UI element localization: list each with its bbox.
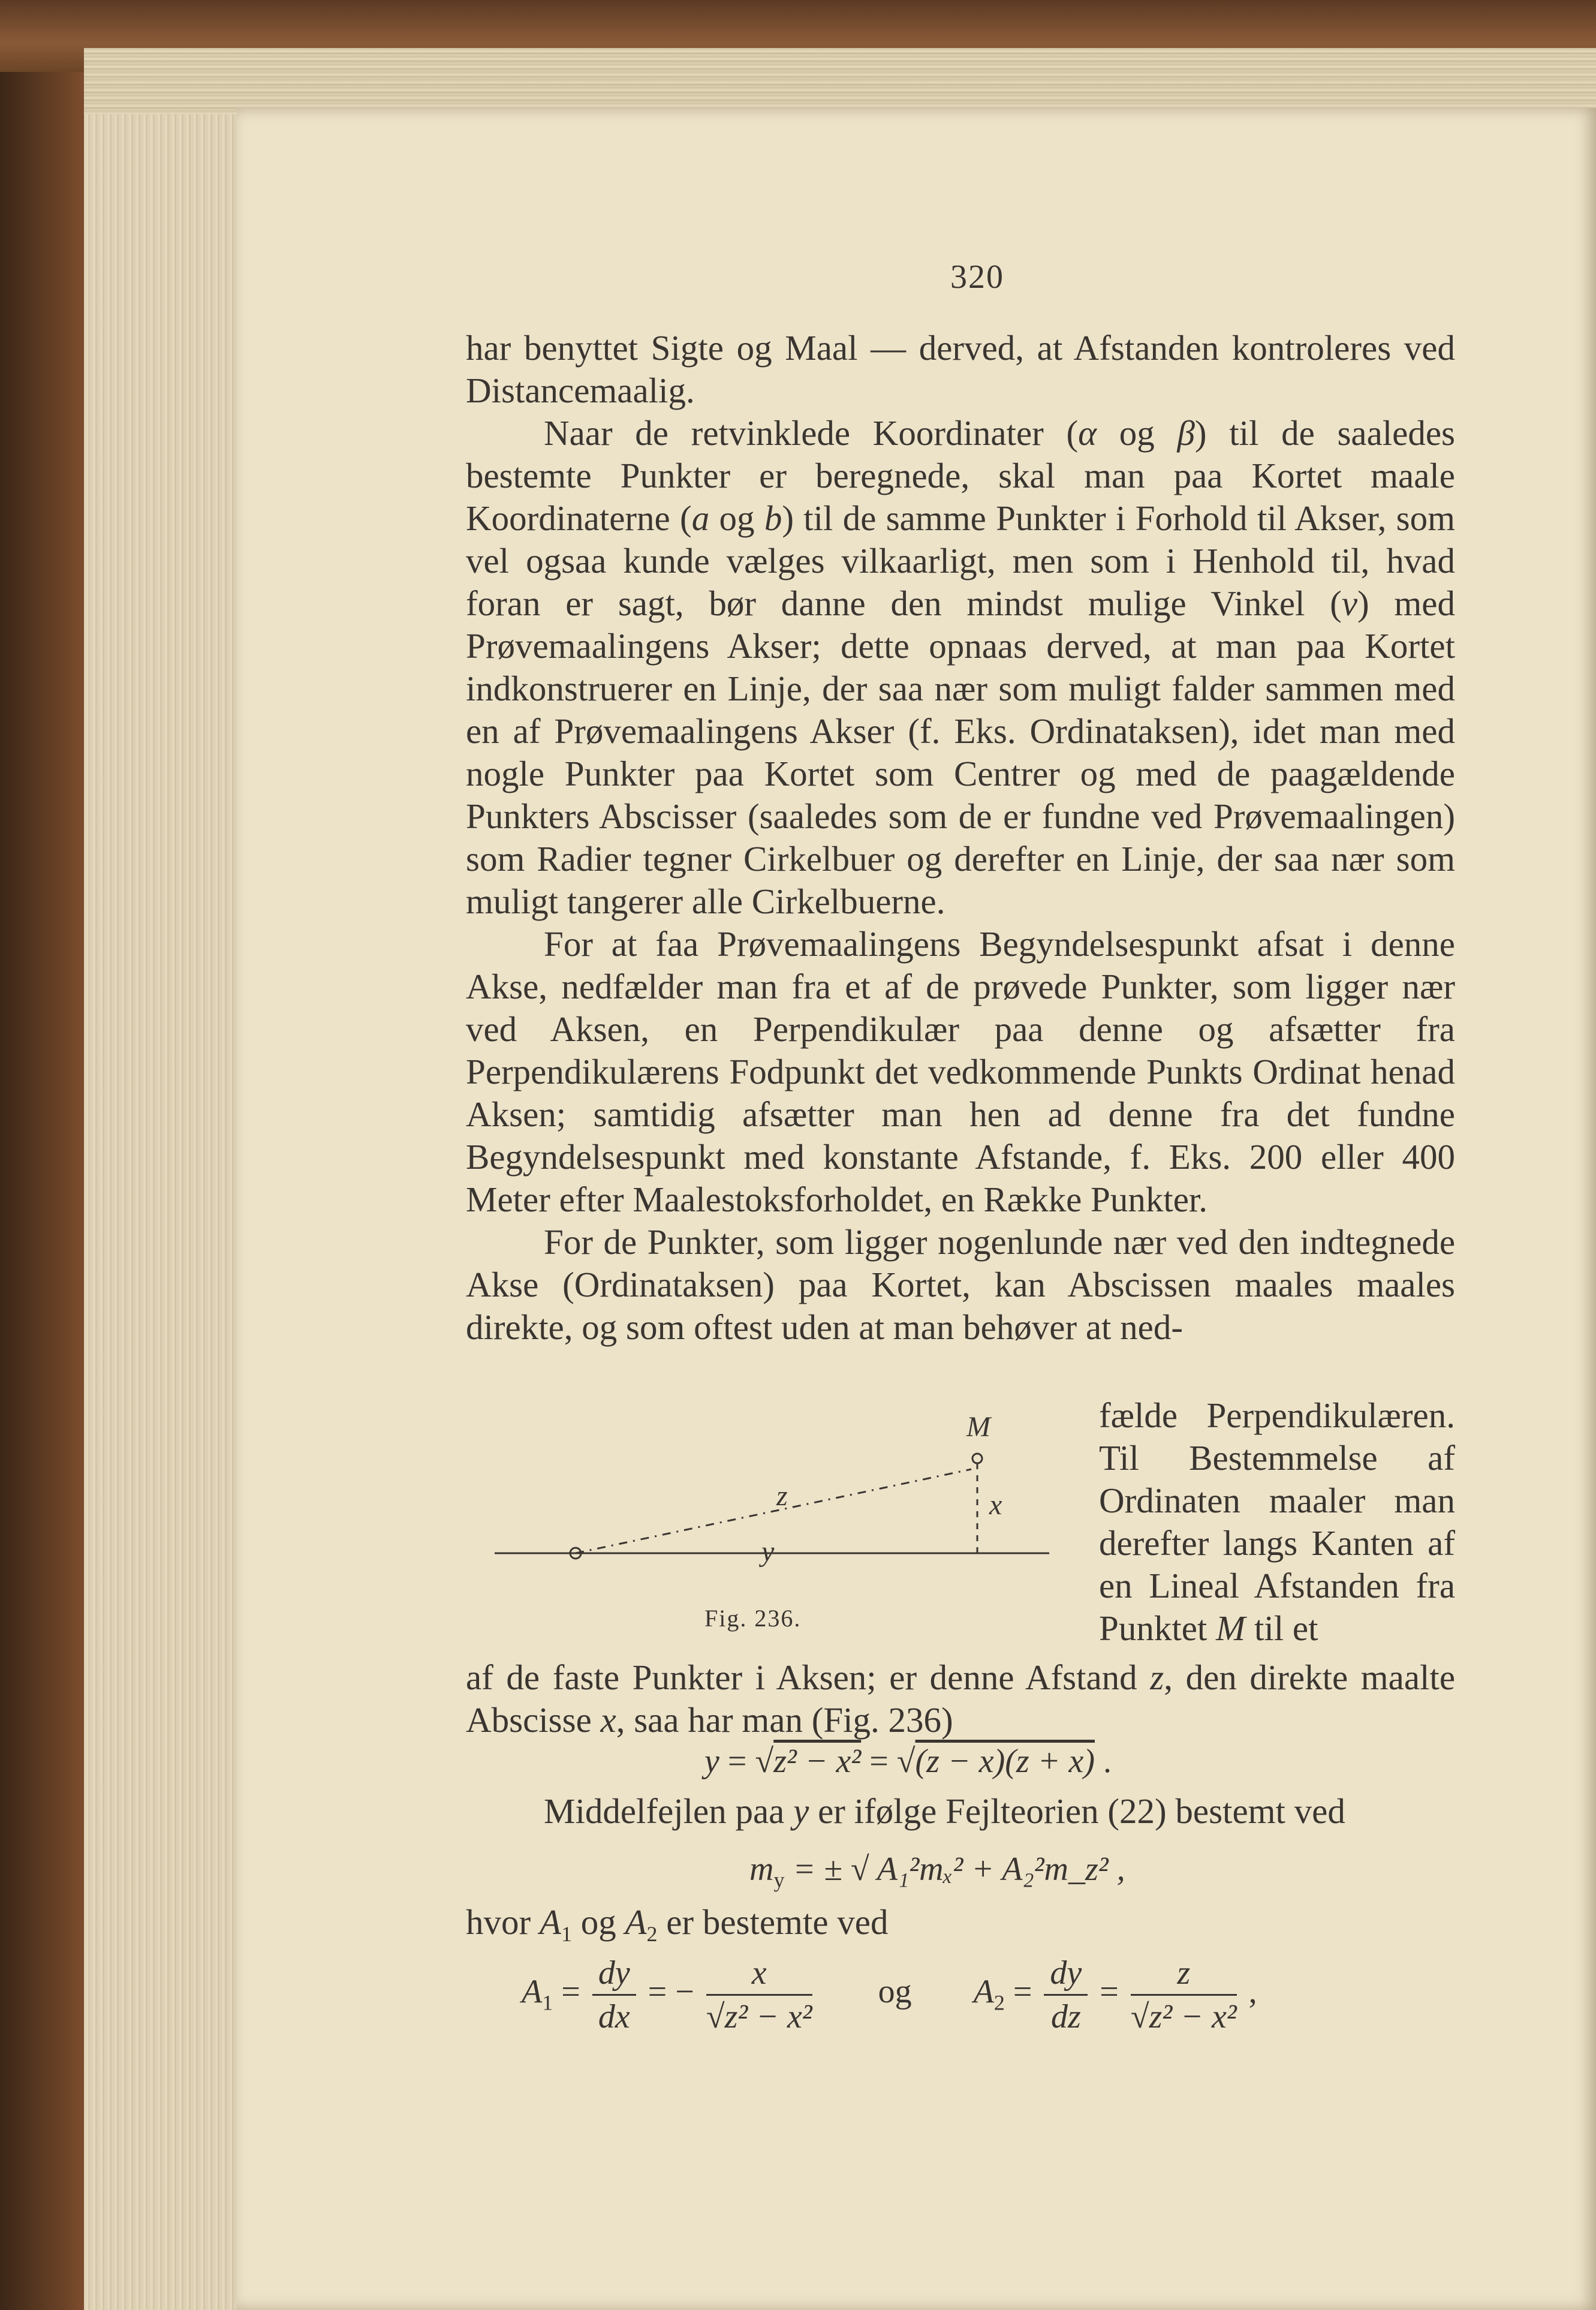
paragraph-3: For at faa Prøvemaalingens Begyndelsespunkt afsat i denne Akse, nedfælder man fra et af de prøvede Punkter, som ligger nær ved Aksen, en Perpendikulær paa denne og afsætter fra Perpendikulærens Fodpunkt det vedkommende Punkts Ordinat henad Aksen; samtidig afsætter man hen ad denne fra det fundne Begyndelsespunkt med konstante Afstande, f. Eks. 200 eller 400 Meter efter Maalestoksforholdet, en Række Punkter. xyxy=(466,924,1455,1219)
paragraph-1: har benyttet Sigte og Maal — derved, at Afstanden kontroleres ved Distancemaalig. xyxy=(466,328,1455,410)
paragraph-5: af de faste Punkter i Aksen; er denne Afstand z, den direkte maalte Abscisse x, saa har man (Fig. 236) xyxy=(466,1658,1455,1740)
formula-m-y: $m_y$ = ± √ A₁²mₓ² + A₂²m_z² , xyxy=(749,1851,1125,1892)
page-number: 320 xyxy=(950,258,1004,296)
formula-a1-a2: $A_1$ = $\frac{dy}{dx}$ = − $\frac{x}{\text{√z² − x²}}$ og $A_2$ = $\frac{dy}{dz}$ = $\frac{z}{\text{√z² − x²}}$ , xyxy=(522,1952,1257,2038)
paragraph-7-block xyxy=(466,1901,1455,1956)
fraction-dy-dx: $\frac{dy}{dx}$ xyxy=(592,1952,636,2038)
side-text-block xyxy=(1099,1394,1455,1650)
formula-y: y = √z² − x² = √(z − x)(z + x) . xyxy=(704,1743,1112,1780)
figure-point-m xyxy=(972,1454,982,1463)
paragraph-7: hvor $A_1$ og $A_2$ er bestemte ved xyxy=(466,1902,889,1946)
figure-label-z: z xyxy=(776,1480,788,1512)
main-text-block xyxy=(466,327,1455,1349)
figure-caption: Fig. 236. xyxy=(704,1605,802,1632)
fraction-z-root: $\frac{z}{\text{√z² − x²}}$ xyxy=(1131,1952,1237,2038)
paragraph-6-block xyxy=(466,1790,1455,1833)
figure-label-y: y xyxy=(761,1536,775,1568)
fraction-x-root: $\frac{x}{\text{√z² − x²}}$ xyxy=(706,1952,812,2038)
paragraph-6: Middelfejlen paa y er ifølge Fejlteorien (22) bestemt ved xyxy=(544,1791,1345,1831)
lower-text-block xyxy=(466,1656,1455,1741)
figure-label-m: M xyxy=(966,1412,990,1443)
figure-label-x: x xyxy=(989,1489,1002,1521)
paragraph-2: Naar de retvinklede Koordinater (α og β) til de saaledes bestemte Punkter er beregnede, skal man paa Kortet maale Koordinaterne (a og b) til de samme Punkter i Forhold til Akser, som vel ogsaa kunde vælges vilkaarligt, men som i Henhold til, hvad foran er sagt, bør danne den mindst mulige Vinkel (v) med Prøvemaalingens Akser; dette opnaas derved, at man paa Kortet indkonstruerer en Linje, der saa nær som muligt falder sammen med en af Prøvemaalingens Akser (f. Eks. Ordinataksen), idet man med nogle Punkter paa Kortet som Centrer og med de paagældende Punkters Abscisser (saaledes som de er fundne ved Prøvemaalingen) som Radier tegner Cirkelbuer og derefter en Linje, der saa nær som muligt tangerer alle Cirkelbuerne. xyxy=(466,413,1456,921)
side-paragraph: fælde Perpendikulæren. Til Bestemmelse af Ordinaten maaler man derefter langs Kanten af en Lineal Afstanden fra Punktet M til et xyxy=(1099,1395,1455,1648)
page-stack-top-edges xyxy=(84,48,1596,114)
paragraph-4: For de Punkter, som ligger nogenlunde nær ved den indtegnede Akse (Ordinataksen) paa Kortet, kan Abscissen maales maales direkte, og som oftest uden at man behøver at ned- xyxy=(466,1222,1455,1347)
fraction-dy-dz: $\frac{dy}{dz}$ xyxy=(1044,1952,1088,2038)
